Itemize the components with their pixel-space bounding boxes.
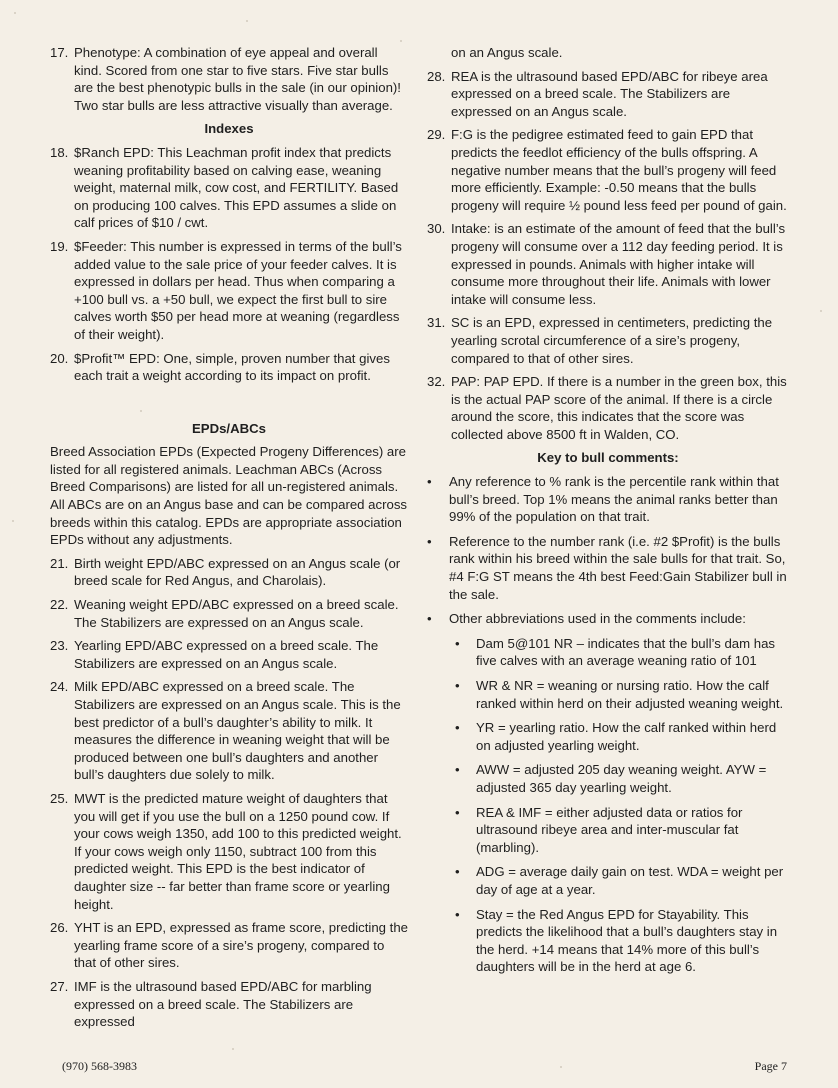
left-column [50,44,408,1037]
definition-item-27 [50,978,408,1031]
item-text: YHT is an EPD, expressed as frame score, predicting the yearling frame score of a sire’s progeny, compared to that of other sires. [74,920,408,971]
item-text: PAP: PAP EPD. If there is a number in the green box, this is the actual PAP score of the animal. If there is a circle around the score, this indicates that the score was collected above 8500 ft in Walden, CO. [451,374,787,442]
bullet-icon: • [455,906,460,922]
footer-phone: (970) 568-3983 [62,1059,137,1073]
abbreviation-bullet [427,677,789,712]
item-number: 29. [427,127,446,143]
item-text: REA is the ultrasound based EPD/ABC for ribeye area expressed on a breed scale. The Stabilizers are expressed on an Angus scale. [451,68,768,119]
epds-paragraph: Breed Association EPDs (Expected Progeny Differences) are listed for all registered animals. Leachman ABCs (Across Breed Comparisons) are listed for all un-registered animals. All ABCs are on an Angus base and can be compared across breeds within this catalog. EPDs are appropriate association EPDs without any adjustments. [50,444,408,548]
item-number: 28. [427,68,446,84]
abbreviation-bullet [427,906,789,976]
item-number: 21. [50,555,69,571]
item-text: Milk EPD/ABC expressed on a breed scale. The Stabilizers are expressed on an Angus scale. This is the best predictor of a bull’s daughter’s ability to milk. It measures the difference in weaning weight that will be produced between one bull’s daughters and another bull’s daughters due solely to milk. [74,679,401,783]
definition-item-31 [427,314,789,367]
bullet-text: Reference to the number rank (i.e. #2 $Profit) is the bulls rank within his breed within the sale bulls for that trait. So, #4 F:G ST means the 4th best Feed:Gain Stabilizer bull in the sale. [449,533,787,602]
item-number: 30. [427,221,446,237]
item-text: MWT is the predicted mature weight of daughters that you will get if you use the bull on a 1250 pound cow. If your cows weigh 1350, add 100 to this predicted weight. If your cows weigh only 1150, subtract 100 from this predicted weight. This EPD is the best indicator of daughter size -- far better than frame score or yearling height. [74,790,402,912]
definition-item-28 [427,68,789,121]
bullet-text: Dam 5@101 NR – indicates that the bull’s dam has five calves with an average weaning ratio of 101 [476,635,776,669]
bullet-text: AWW = adjusted 205 day weaning weight. AYW = adjusted 365 day yearling weight. [476,762,767,795]
definition-item-17 [50,44,408,114]
item-text: $Ranch EPD: This Leachman profit index that predicts weaning profitability based on calving ease, weaning weight, maternal milk, cow cost, and FERTILITY. Based on producing 100 calves. This EPD assumes a slide on calf prices of $10 / cwt. [74,144,399,231]
item-number: 27. [50,978,69,994]
bullet-icon: • [455,804,460,820]
bullet-icon: • [455,762,460,778]
item-number: 18. [50,144,69,160]
indexes-heading: Indexes [204,121,254,137]
definition-item-19 [50,238,408,344]
item-number: 24. [50,679,69,695]
abbreviation-bullet [427,804,789,857]
definition-item-29 [427,126,789,214]
item-text: Phenotype: A combination of eye appeal and overall kind. Scored from one star to five stars. Five star bulls are the best phenotypic bulls in the sale (in our opinion)! Two star bulls are less attractive visually than average. [74,45,401,113]
abbreviation-bullet [427,761,789,796]
definition-item-30 [427,220,789,308]
abbreviation-bullet [427,863,789,898]
bullet-text: Any reference to % rank is the percentile rank within that bull’s breed. Top 1% means the animal ranks better than 99% of the population on that trait. [449,474,779,525]
bullet-icon: • [455,720,460,736]
item-text: $Profit™ EPD: One, simple, proven number that gives each trait a weight according to its impact on profit. [74,350,390,384]
item-text: $Feeder: This number is expressed in terms of the bull’s added value to the sale price of your feeder calves. It is expressed in dollars per head. Thus when comparing a +100 bull vs. a +50 bull, we expect the first bull to sire calves worth $50 per head more at weaning (regardless of their weight). [74,238,402,342]
bullet-icon: • [427,474,432,490]
item-number: 22. [50,597,69,613]
item-text: IMF is the ultrasound based EPD/ABC for marbling expressed on a breed scale. The Stabilizers are expressed [74,978,372,1030]
item-text: Intake: is an estimate of the amount of feed that the bull’s progeny will consume over a 112 day feeding period. It is expressed in pounds. Animals with higher intake will consume more throughout their life. Animals with lower intake will consume less. [451,221,786,307]
definition-item-26 [50,919,408,972]
definition-item-21 [50,555,408,590]
definition-item-32 [427,373,789,443]
comment-bullet [427,610,789,628]
definition-item-18 [50,144,408,232]
item-number: 31. [427,315,446,331]
paper-speck [246,20,248,22]
bullet-icon: • [427,533,432,549]
abbreviation-bullet [427,719,789,754]
bullet-text: Stay = the Red Angus EPD for Stayability. This predicts the likelihood that a bull’s daughters stay in the herd. +14 means that 14% more of this bull’s daughters will be in the herd at age 6. [476,906,778,975]
item-text: Birth weight EPD/ABC expressed on an Angus scale (or breed scale for Red Angus, and Charolais). [74,555,401,589]
paper-speck [400,40,402,42]
page-number: Page 7 [754,1059,787,1073]
paper-speck [14,12,16,14]
definition-item-24 [50,678,408,784]
definition-item-25 [50,790,408,913]
definition-item-20 [50,350,408,385]
item-number: 26. [50,920,69,936]
paper-speck [820,310,822,312]
item-number: 32. [427,374,446,390]
definition-item-23 [50,637,408,672]
bullet-text: Other abbreviations used in the comments include: [449,611,746,627]
definition-item-27-continued: on an Angus scale. [451,45,563,60]
bullet-icon: • [427,611,432,627]
abbreviation-bullet [427,635,789,670]
bullet-text: YR = yearling ratio. How the calf ranked within herd on adjusted yearling weight. [476,720,777,753]
item-number: 19. [50,238,69,254]
paper-speck [560,1066,562,1068]
item-number: 25. [50,790,69,806]
item-number: 23. [50,638,69,654]
comment-bullet [427,473,789,526]
item-text: Weaning weight EPD/ABC expressed on a breed scale. The Stabilizers are expressed on an Angus scale. [74,597,399,630]
paper-speck [12,520,14,522]
right-column [427,44,789,983]
bullet-icon: • [455,864,460,880]
bullet-icon: • [455,635,460,651]
bullet-text: WR & NR = weaning or nursing ratio. How the calf ranked within herd on their adjusted weaning weight. [476,678,784,711]
item-number: 17. [50,45,69,60]
item-number: 20. [50,350,69,366]
item-text: F:G is the pedigree estimated feed to gain EPD that predicts the feedlot efficiency of the bulls offspring. A negative number means that the bull’s progeny will feed more efficiently. Example: -0.50 means that the bulls progeny will require ½ pound less feed per pound of gain. [451,127,787,213]
item-text: Yearling EPD/ABC expressed on a breed scale. The Stabilizers are expressed on an Angus scale. [74,638,379,671]
bullet-icon: • [455,678,460,693]
definition-item-22 [50,596,408,631]
bullet-text: ADG = average daily gain on test. WDA = weight per day of age at a year. [476,864,784,897]
comment-bullet [427,533,789,603]
epds-heading: EPDs/ABCs [191,420,267,436]
paper-speck [232,1048,234,1050]
item-text: SC is an EPD, expressed in centimeters, predicting the yearling scrotal circumference of a sire’s progeny, compared to that of other sires. [451,315,773,366]
key-heading: Key to bull comments: [537,450,679,466]
bullet-text: REA & IMF = either adjusted data or ratios for ultrasound ribeye area and inter-muscular fat (marbling). [476,804,743,855]
